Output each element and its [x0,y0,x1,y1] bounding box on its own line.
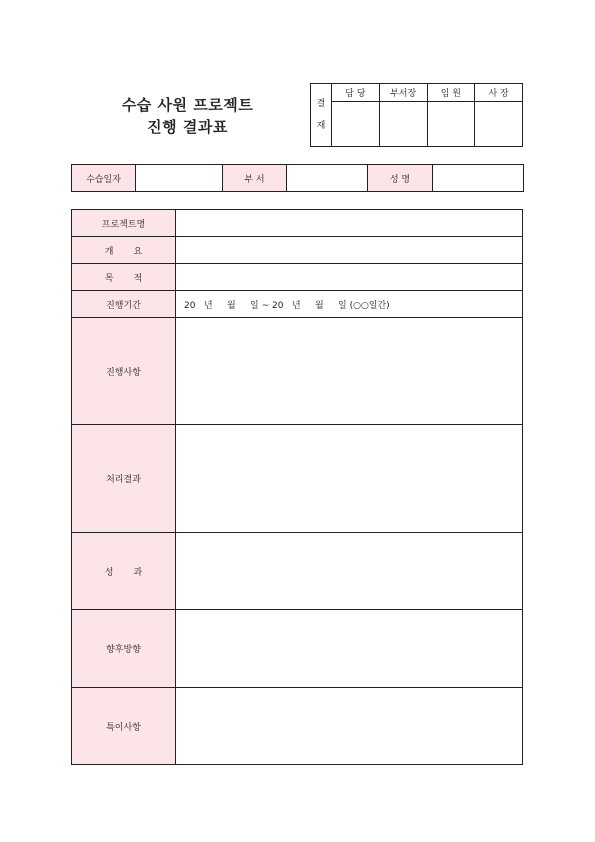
info-table [71,164,524,192]
progress-label: 진행사항 [72,318,176,425]
approval-table [310,83,523,147]
approval-header-manager: 담 당 [332,84,380,102]
approval-side-label [311,84,332,147]
project-name-field[interactable] [176,210,523,237]
processing-result-field[interactable] [176,425,523,533]
name-label: 성 명 [368,165,433,192]
title-line-1: 수습 사원 프로젝트 [121,96,254,114]
progress-field[interactable] [176,318,523,425]
future-direction-field[interactable] [176,610,523,688]
approval-header-dept-head: 부서장 [379,84,427,102]
department-field[interactable] [287,165,368,192]
overview-label: 개 요 [72,237,176,264]
future-direction-label: 향후방향 [72,610,176,688]
approval-sign-president[interactable] [475,102,523,147]
department-label: 부 서 [223,165,287,192]
period-label: 진행기간 [72,291,176,318]
overview-field[interactable] [176,237,523,264]
project-name-label: 프로젝트명 [72,210,176,237]
achievement-field[interactable] [176,533,523,610]
approval-sign-executive[interactable] [427,102,475,147]
document-title [100,94,275,138]
approval-sign-manager[interactable] [332,102,380,147]
purpose-label: 목 적 [72,264,176,291]
approval-side-label-2: 재 [316,121,326,131]
approval-side-label-1: 결 [316,99,326,109]
purpose-field[interactable] [176,264,523,291]
project-result-table [71,209,523,765]
approval-header-president: 사 장 [475,84,523,102]
approval-header-executive: 임 원 [427,84,475,102]
achievement-label: 성 과 [72,533,176,610]
probation-date-label: 수습일자 [72,165,136,192]
probation-date-field[interactable] [136,165,223,192]
special-notes-field[interactable] [176,688,523,765]
name-field[interactable] [433,165,524,192]
approval-sign-dept-head[interactable] [379,102,427,147]
period-field[interactable]: 20 년 월 일 ~ 20 년 월 일 (○○일간) [176,291,523,318]
title-line-2: 진행 결과표 [147,118,228,136]
special-notes-label: 특이사항 [72,688,176,765]
processing-result-label: 처리결과 [72,425,176,533]
